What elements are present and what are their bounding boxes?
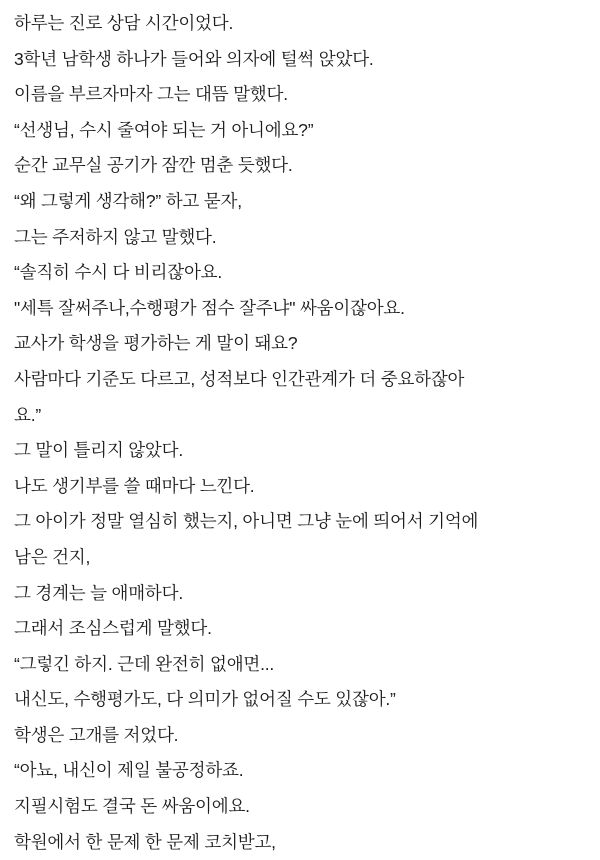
text-line: 남은 건지, bbox=[14, 546, 91, 567]
text-line: 학원에서 한 문제 한 문제 코치받고, bbox=[14, 831, 276, 852]
text-line: 요.” bbox=[14, 404, 41, 425]
text-line: 그래서 조심스럽게 말했다. bbox=[14, 618, 212, 639]
text-line: 나도 생기부를 쓸 때마다 느낀다. bbox=[14, 475, 255, 496]
text-line: 그는 주저하지 않고 말했다. bbox=[14, 226, 217, 247]
text-line: “그렇긴 하지. 근데 완전히 없애면... bbox=[14, 653, 275, 674]
text-line: 하루는 진로 상담 시간이었다. bbox=[14, 13, 234, 33]
text-line: “아뇨, 내신이 제일 불공정하죠. bbox=[14, 760, 244, 781]
text-line: “왜 그렇게 생각해?” 하고 묻자, bbox=[14, 190, 242, 211]
text-line: 사람마다 기준도 다르고, 성적보다 인간관계가 더 중요하잖아 bbox=[14, 368, 465, 389]
text-line: 그 아이가 정말 열심히 했는지, 아니면 그냥 눈에 띄어서 기억에 bbox=[14, 511, 479, 532]
text-line: 3학년 남학생 하나가 들어와 의자에 털썩 앉았다. bbox=[14, 48, 374, 69]
text-line: “선생님, 수시 줄여야 되는 거 아니에요?” bbox=[14, 119, 314, 140]
text-line: 이름을 부르자마자 그는 대뜸 말했다. bbox=[14, 84, 288, 105]
text-line: 그 경계는 늘 애매하다. bbox=[14, 582, 183, 603]
text-line: “솔직히 수시 다 비리잖아요. bbox=[14, 262, 223, 283]
text-line: 내신도, 수행평가도, 다 의미가 없어질 수도 있잖아.” bbox=[14, 689, 396, 710]
text-line: 순간 교무실 공기가 잠깐 멈춘 듯했다. bbox=[14, 155, 293, 176]
text-line: 교사가 학생을 평가하는 게 말이 돼요? bbox=[14, 333, 298, 354]
text-line: "세특 잘써주나,수행평가 점수 잘주냐" 싸움이잖아요. bbox=[14, 297, 405, 318]
text-line: 지필시험도 결국 돈 싸움이에요. bbox=[14, 796, 250, 817]
text-line: 그 말이 틀리지 않았다. bbox=[14, 440, 183, 461]
text-line: 학생은 고개를 저었다. bbox=[14, 724, 179, 745]
